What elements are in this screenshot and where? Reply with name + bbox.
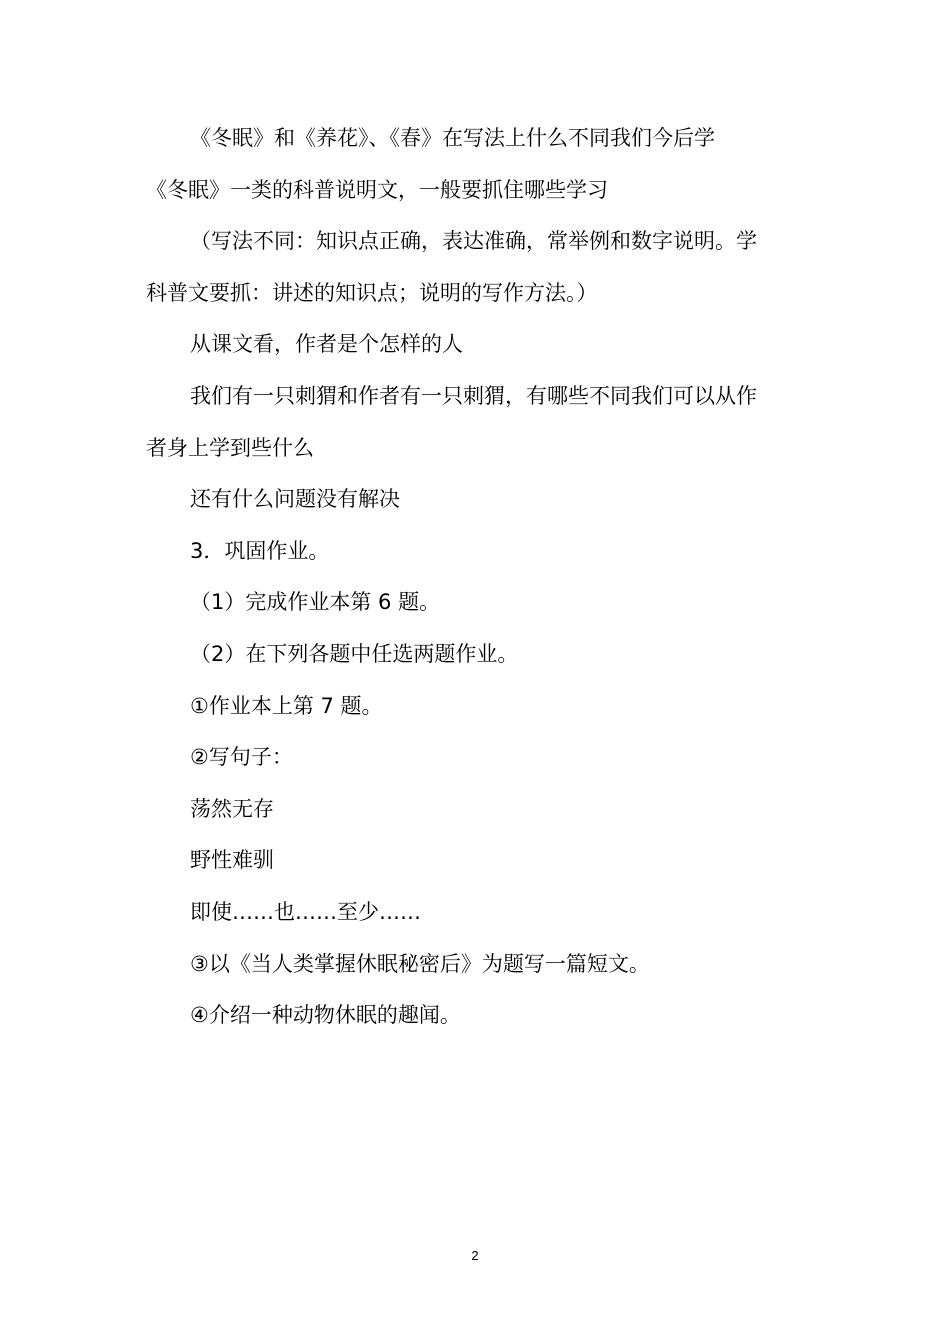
list-item: ③以《当人类掌握休眠秘密后》为题写一篇短文。 — [190, 951, 650, 976]
list-item: 野性难驯 — [190, 848, 274, 873]
paragraph-line: 者身上学到些什么 — [146, 435, 314, 460]
list-item: （1）完成作业本第 6 题。 — [190, 590, 441, 615]
list-item: ④介绍一种动物休眠的趣闻。 — [190, 1003, 461, 1028]
section-heading: 3．巩固作业。 — [190, 538, 330, 563]
paragraph-line: 《冬眠》和《养花》、《春》在写法上什么不同我们今后学 — [190, 126, 715, 150]
list-item: （2）在下列各题中任选两题作业。 — [190, 641, 519, 666]
paragraph-line: 《冬眠》一类的科普说明文，一般要抓住哪些学习 — [146, 177, 608, 202]
list-item: 荡然无存 — [190, 796, 274, 821]
list-item: ①作业本上第 7 题。 — [190, 693, 383, 718]
page-number: 2 — [471, 1248, 479, 1263]
paragraph-line: （写法不同：知识点正确，表达准确，常举例和数字说明。学 — [190, 229, 757, 254]
paragraph-line: 从课文看，作者是个怎样的人 — [190, 332, 463, 357]
list-item: ②写句子： — [190, 745, 293, 770]
document-body — [146, 113, 806, 1042]
paragraph-line: 还有什么问题没有解决 — [190, 487, 400, 512]
paragraph-line: 科普文要抓：讲述的知识点；说明的写作方法。） — [146, 280, 598, 305]
list-item: 即使……也……至少…… — [190, 899, 421, 924]
paragraph-line: 我们有一只刺猬和作者有一只刺猬，有哪些不同我们可以从作 — [190, 383, 757, 408]
